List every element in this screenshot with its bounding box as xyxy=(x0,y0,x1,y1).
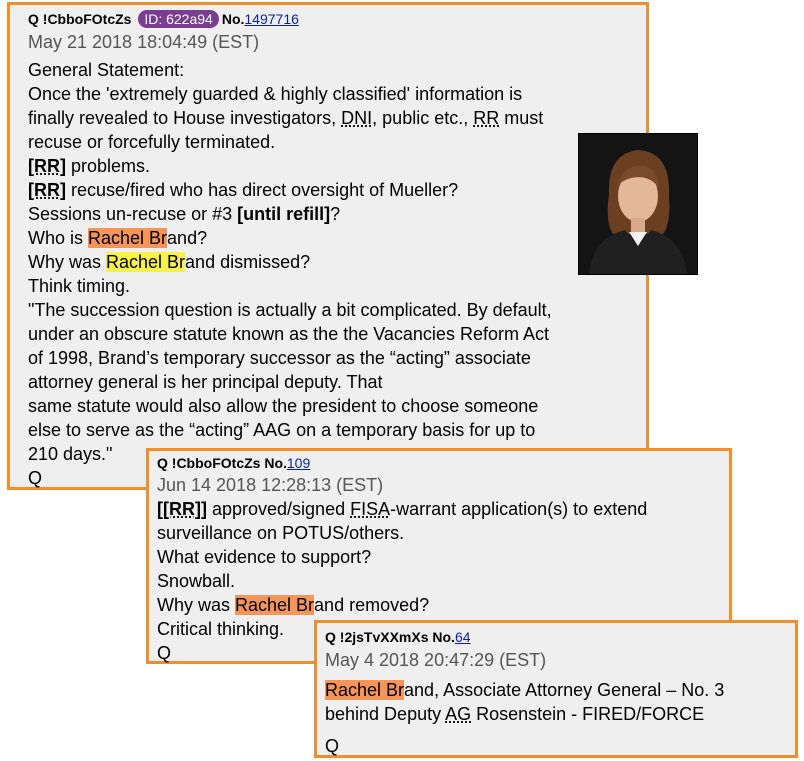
post-3 xyxy=(314,620,798,758)
rr-abbr: [RR] xyxy=(28,156,66,176)
body-line: under an obscure statute known as the the Vacancies Reform Act xyxy=(28,324,549,344)
ag-abbr: AG xyxy=(445,704,472,724)
highlight-orange: Rachel Br xyxy=(88,228,168,248)
dni-abbr: DNI xyxy=(341,108,373,128)
signature: Q xyxy=(157,643,172,663)
q-label: Q xyxy=(157,455,168,471)
highlight-yellow: Rachel Br xyxy=(106,252,186,272)
body-line: same statute would also allow the president to choose someone xyxy=(28,396,539,416)
body-line: Why was Rachel Brand removed? xyxy=(157,595,430,615)
post-number-label: No. xyxy=(432,629,455,645)
body-line: attorney general is her principal deputy. That xyxy=(28,372,383,392)
body-line: finally revealed to House investigators, DNI, public etc., RR must xyxy=(28,108,544,128)
bold-text: [until refill] xyxy=(237,204,331,224)
q-label: Q xyxy=(28,11,39,27)
signature: Q xyxy=(325,736,340,756)
body-line: [RR] recuse/fired who has direct oversight of Mueller? xyxy=(28,180,459,200)
post-header xyxy=(325,628,471,646)
q-label: Q xyxy=(325,629,336,645)
post-number-link[interactable]: 1497716 xyxy=(244,11,299,27)
body-line: else to serve as the “acting” AAG on a temporary basis for up to xyxy=(28,420,536,440)
post-number-link[interactable]: 109 xyxy=(286,455,311,471)
post-date: Jun 14 2018 12:28:13 (EST) xyxy=(157,475,384,495)
post-date: May 21 2018 18:04:49 (EST) xyxy=(28,32,260,52)
rr-abbr: [RR] xyxy=(28,180,66,200)
fisa-abbr: FISA xyxy=(350,499,391,519)
highlight-orange: Rachel Br xyxy=(325,680,405,700)
body-line: Snowball. xyxy=(157,571,236,591)
body-line: Rachel Brand, Associate Attorney General – No. 3 xyxy=(325,680,725,700)
post-1 xyxy=(7,2,649,490)
highlight-orange: Rachel Br xyxy=(235,595,315,615)
rr-abbr: [[RR]] xyxy=(157,499,207,519)
body-line: Critical thinking. xyxy=(157,619,285,639)
tripcode: !CbboFOtcZs xyxy=(42,11,132,27)
body-line: Once the 'extremely guarded & highly classified' information is xyxy=(28,84,523,104)
post-number-label: No. xyxy=(264,455,287,471)
body-line: General Statement: xyxy=(28,60,185,80)
rr-abbr: RR xyxy=(473,108,500,128)
body-line: [RR] problems. xyxy=(28,156,151,176)
post-number-link[interactable]: 64 xyxy=(454,629,471,645)
portrait-photo xyxy=(578,133,698,275)
post-body xyxy=(325,678,724,758)
tripcode: !2jsTvXXmXs xyxy=(339,629,429,645)
body-line: surveillance on POTUS/others. xyxy=(157,523,405,543)
body-line: Why was Rachel Brand dismissed? xyxy=(28,252,311,272)
body-line: behind Deputy AG Rosenstein - FIRED/FORCE xyxy=(325,704,705,724)
id-badge[interactable]: ID: 622a94 xyxy=(138,10,219,28)
post-date: May 4 2018 20:47:29 (EST) xyxy=(325,650,547,670)
post-header xyxy=(157,454,310,472)
body-line: 210 days." xyxy=(28,444,113,464)
person-portrait-icon xyxy=(579,134,697,274)
body-line: What evidence to support? xyxy=(157,547,372,567)
body-line: [[RR]] approved/signed FISA-warrant application(s) to extend xyxy=(157,499,648,519)
signature: Q xyxy=(28,468,43,488)
body-line: Sessions un-recuse or #3 [until refill]? xyxy=(28,204,341,224)
body-line: "The succession question is actually a bit complicated. By default, xyxy=(28,300,552,320)
body-line: recuse or forcefully terminated. xyxy=(28,132,276,152)
post-number-label: No. xyxy=(221,11,245,27)
post-header xyxy=(28,10,299,28)
body-line: Who is Rachel Brand? xyxy=(28,228,208,248)
tripcode: !CbboFOtcZs xyxy=(171,455,261,471)
body-line: of 1998, Brand’s temporary successor as the “acting” associate xyxy=(28,348,531,368)
post-body xyxy=(28,58,552,490)
body-line: Think timing. xyxy=(28,276,131,296)
